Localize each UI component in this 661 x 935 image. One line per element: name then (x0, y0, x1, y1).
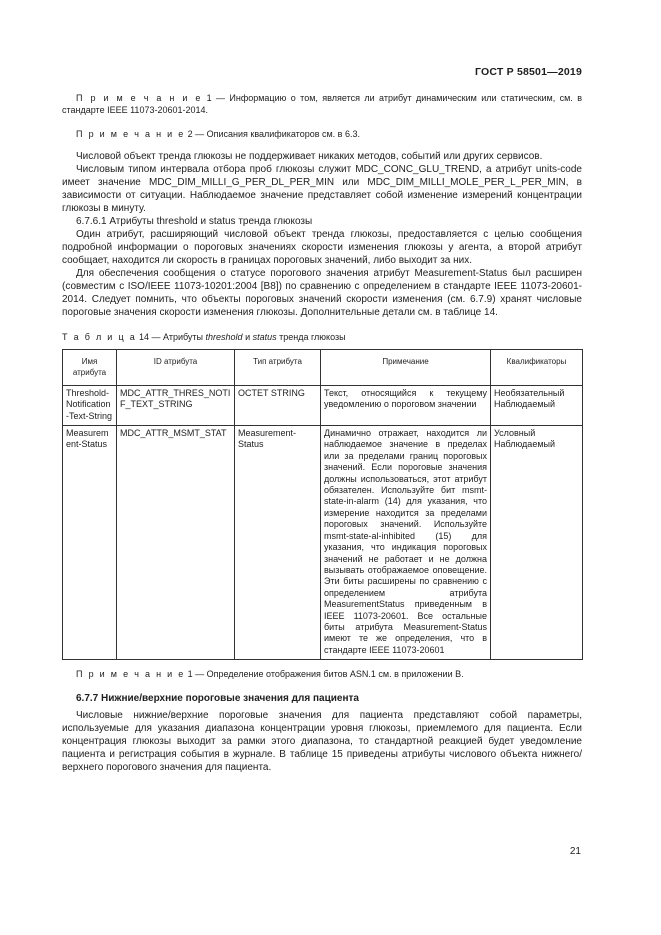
note-text: 1 — Определение отображения битов ASN.1 см. в приложении В. (185, 669, 464, 680)
table-header-row (63, 350, 583, 386)
note-text: 1 — Информацию о том, является ли атрибут динамическим или статическим, см. в стандарте IEEE 11073-20601-2014. (62, 93, 582, 115)
table-caption-term: threshold (205, 332, 243, 342)
paragraph: Числовым типом интервала отбора проб глюкозы служит MDC_CONC_GLU_TREND, а атрибут units-code имеет значение MDC_DIM_MILLI_G_PER_DL_PER_MIN или MDC_DIM_MILLI_MOLE_PER_L_PER_MIN, в зависимости от ситуации. Наблюдаемое значение представляет собой изменение измерений концентрации глюкозы в минуту. (62, 164, 582, 214)
page-body (62, 58, 582, 774)
note-label: П р и м е ч а н и е (76, 669, 186, 680)
attribute-name: Threshold-Notification-Text-String (63, 385, 117, 425)
paragraph: Один атрибут, расширяющий числовой объект тренда глюкозы, предоставляется с целью сообщения подробной информации о пороговых значениях скорости изменения глюкозы у агента, а второй атрибут сообщает, находится ли скорость в границах пороговых значений, либо выходит за них. (62, 229, 582, 266)
attribute-remark: Динамично отражает, находится ли наблюдаемое значение в пределах или за пределами границ пороговых значений. Если пороговые значения должны использоваться, этот атрибут обязателен. Используйте бит msmt-state-in-alarm (14) для указания, что измерение находится за пределами пороговых значений. Используйте msmt-state-al-inhibited (15) для указания, что индикация пороговых значений не работает и не должна вызывать отображаемое оповещение. Эти биты расширены по сравнению с определением атрибута MeasurementStatus приведенным в IEEE 11073-20601. Все остальные биты атрибута Measurement-Status имеют те же определения, что в стандарте IEEE 11073-20601 (321, 426, 491, 660)
table-caption-term: status (252, 332, 277, 342)
paragraph: Для обеспечения сообщения о статусе порогового значения атрибут Measurement-Status был расширен (совместим с ISO/IEEE 11073-10201:2004 [B8]) по сравнению с определением в стандарте IEEE 11073-20601-2014. Следует помнить, что объекты пороговых значений скорости изменения (см. 6.7.9) хранят числовые пороговые значения скорости изменения глюкозы. Дополнительные детали см. в таблице 14. (62, 268, 582, 318)
attribute-qualifiers: Необязательный Наблюдаемый (491, 385, 583, 425)
attribute-type: OCTET STRING (235, 385, 321, 425)
note-label: П р и м е ч а н и е (76, 129, 186, 139)
document-id: ГОСТ Р 58501—2019 (474, 66, 582, 78)
table-row (63, 385, 583, 425)
note-2 (62, 128, 582, 140)
column-header: Примечание (321, 350, 491, 386)
subsection-heading: 6.7.6.1 Атрибуты threshold и status тренда глюкозы (76, 216, 313, 227)
attribute-qualifiers: Условный Наблюдаемый (491, 426, 583, 660)
table-caption (62, 331, 582, 343)
paragraph: Числовой объект тренда глюкозы не поддерживает никаких методов, событий или других сервисов. (76, 151, 543, 162)
table-row (63, 426, 583, 660)
table-caption-label: Т а б л и ц а (62, 332, 137, 342)
attribute-id: MDC_ATTR_MSMT_STAT (117, 426, 235, 660)
note-text: 2 — Описания квалификаторов см. в 6.3. (185, 129, 360, 139)
table-caption-text: 14 — Атрибуты (136, 332, 206, 342)
column-header: Квалификаторы (491, 350, 583, 386)
section-heading: 6.7.7 Нижние/верхние пороговые значения для пациента (76, 693, 359, 705)
column-header: Имя атрибута (63, 350, 117, 386)
table-caption-text: тренда глюкозы (276, 332, 346, 342)
paragraph: Числовые нижние/верхние пороговые значения для пациента представляют собой параметры, используемые для указания диапазона концентрации уровня глюкозы, приемлемого для пациента. Если концентрация глюкозы выходит за рамки этого диапазона, то стандартной реакцией будет уведомление пациента и регистрация события в журнале. В таблице 15 приведены атрибуты числового объекта нижнего/верхнего порогового значения для пациента. (62, 710, 582, 774)
column-header: ID атрибута (117, 350, 235, 386)
attribute-remark: Текст, относящийся к текущему уведомлению о пороговом значении (321, 385, 491, 425)
column-header: Тип атрибута (235, 350, 321, 386)
attribute-id: MDC_ATTR_THRES_NOTIF_TEXT_STRING (117, 385, 235, 425)
table-caption-text: и (242, 332, 253, 342)
table-note (62, 668, 582, 680)
page-number: 21 (569, 846, 581, 857)
attributes-table (62, 349, 583, 660)
note-1 (62, 92, 582, 116)
attribute-name: Measurement-Status (63, 426, 117, 660)
attribute-type: Measurement-Status (235, 426, 321, 660)
note-label: П р и м е ч а н и е (76, 93, 203, 103)
